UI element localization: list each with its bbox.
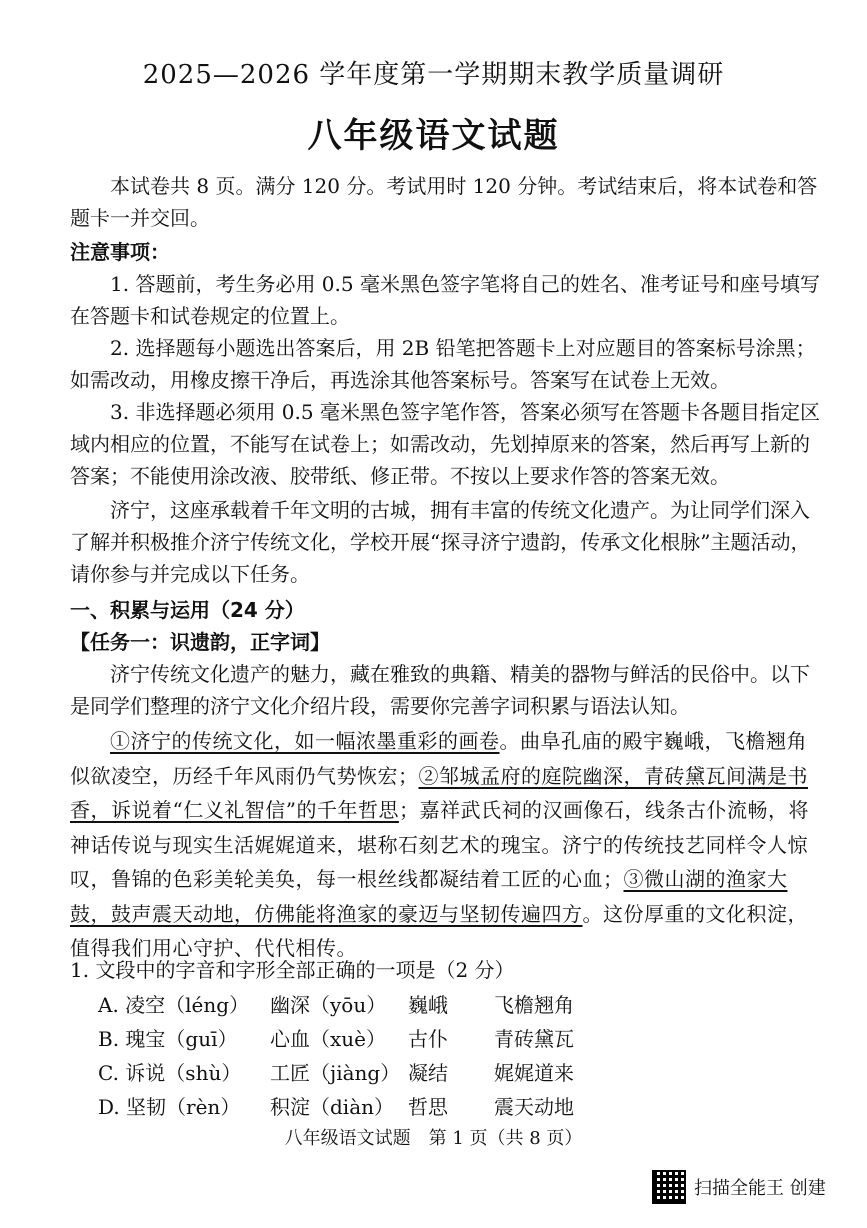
note-item-1: 1. 答题前，考生务必用 0.5 毫米黑色签字笔将自己的姓名、准考证号和座号填写在答题卡和试卷规定的位置上。	[70, 272, 820, 328]
option-b-cell-2: 心血（xuè）	[270, 1026, 386, 1051]
exam-title: 2025—2026 学年度第一学期期末教学质量调研	[142, 60, 725, 90]
option-a	[98, 986, 798, 1020]
option-a-cell-4: 飞檐翘角	[494, 992, 574, 1017]
underlined-sentence-3: ③微山湖的渔家大鼓，鼓声震天动地，仿佛能将渔家的豪迈与坚韧传遍四方	[70, 867, 788, 926]
task-intro: 济宁传统文化遗产的魅力，藏在雅致的典籍、精美的器物与鲜活的民俗中。以下是同学们整理的济宁文化介绍片段，需要你完善字词积累与语法认知。	[70, 662, 810, 718]
option-d	[98, 1088, 798, 1122]
option-c-cell-3: 凝结	[408, 1060, 448, 1085]
exam-subtitle: 八年级语文试题	[307, 116, 560, 156]
option-b-cell-1: B. 瑰宝（guī）	[98, 1026, 238, 1051]
passage-text-3: 。这份厚重的文化积淀，值得我们用心守护、代代相传。	[70, 901, 808, 960]
note-item-2: 2. 选择题每小题选出答案后，用 2B 铅笔把答题卡上对应题目的答案标号涂黑；如需改动，用橡皮擦干净后，再选涂其他答案标号。答案写在试卷上无效。	[70, 336, 816, 392]
scanner-watermark-text: 扫描全能王 创建	[694, 1178, 826, 1199]
option-b-cell-4: 青砖黛瓦	[494, 1026, 574, 1051]
option-c-cell-2: 工匠（jiàng）	[270, 1060, 401, 1085]
option-a-cell-3: 巍峨	[408, 992, 448, 1017]
option-d-cell-4: 震天动地	[494, 1094, 574, 1119]
option-a-cell-1: A. 凌空（léng）	[98, 992, 250, 1017]
question-1: 1. 文段中的字音和字形全部正确的一项是（2 分）	[70, 958, 515, 982]
passage-text-1: 。曲阜孔庙的殿宇巍峨，飞檐翘角似欲凌空，历经千年风雨仍气势恢宏；	[70, 729, 807, 788]
question-1-options	[98, 986, 798, 1122]
task-heading: 【任务一：识遗韵，正字词】	[70, 630, 330, 654]
section-heading: 一、积累与运用（24 分）	[70, 598, 305, 622]
page-footer: 八年级语文试题 第 1 页（共 8 页）	[284, 1128, 583, 1149]
option-d-cell-1: D. 坚韧（rèn）	[98, 1094, 241, 1119]
option-a-cell-2: 幽深（yōu）	[270, 992, 387, 1017]
passage-text-2: ；嘉祥武氏祠的汉画像石，线条古仆流畅，将神话传说与现实生活娓娓道来，堪称石刻艺术的瑰宝。济宁的传统技艺同样令人惊叹，鲁锦的色彩美轮美奂，每一根丝线都凝结着工匠的心血；	[70, 798, 809, 891]
option-d-cell-3: 哲思	[408, 1094, 448, 1119]
option-c-cell-1: C. 诉说（shù）	[98, 1060, 242, 1085]
intro-paragraph: 本试卷共 8 页。满分 120 分。考试用时 120 分钟。考试结束后，将本试卷和答题卡一并交回。	[70, 174, 818, 230]
option-b-cell-3: 古仆	[408, 1026, 448, 1051]
option-c-cell-4: 娓娓道来	[494, 1060, 574, 1085]
context-paragraph: 济宁，这座承载着千年文明的古城，拥有丰富的传统文化遗产。为让同学们深入了解并积极推介济宁传统文化，学校开展“探寻济宁遗韵，传承文化根脉”主题活动，请你参与并完成以下任务。	[70, 498, 811, 586]
underlined-sentence-2: ②邹城孟府的庭院幽深，青砖黛瓦间满是书香，诉说着“仁义礼智信”的千年哲思	[70, 763, 808, 822]
option-c	[98, 1054, 798, 1088]
notes-heading: 注意事项：	[70, 240, 170, 264]
option-b	[98, 1020, 798, 1054]
reading-passage	[70, 724, 825, 966]
scanner-watermark	[652, 1170, 826, 1204]
option-d-cell-2: 积淀（diàn）	[270, 1094, 395, 1119]
underlined-sentence-1: ①济宁的传统文化，如一幅浓墨重彩的画卷	[110, 729, 500, 753]
note-item-3: 3. 非选择题必须用 0.5 毫米黑色签字笔作答，答案必须写在答题卡各题目指定区域内相应的位置，不能写在试卷上；如需改动，先划掉原来的答案，然后再写上新的答案；不能使用涂改液、胶带纸、修正带。不按以上要求作答的答案无效。	[70, 400, 820, 488]
qr-code-icon	[652, 1170, 686, 1204]
